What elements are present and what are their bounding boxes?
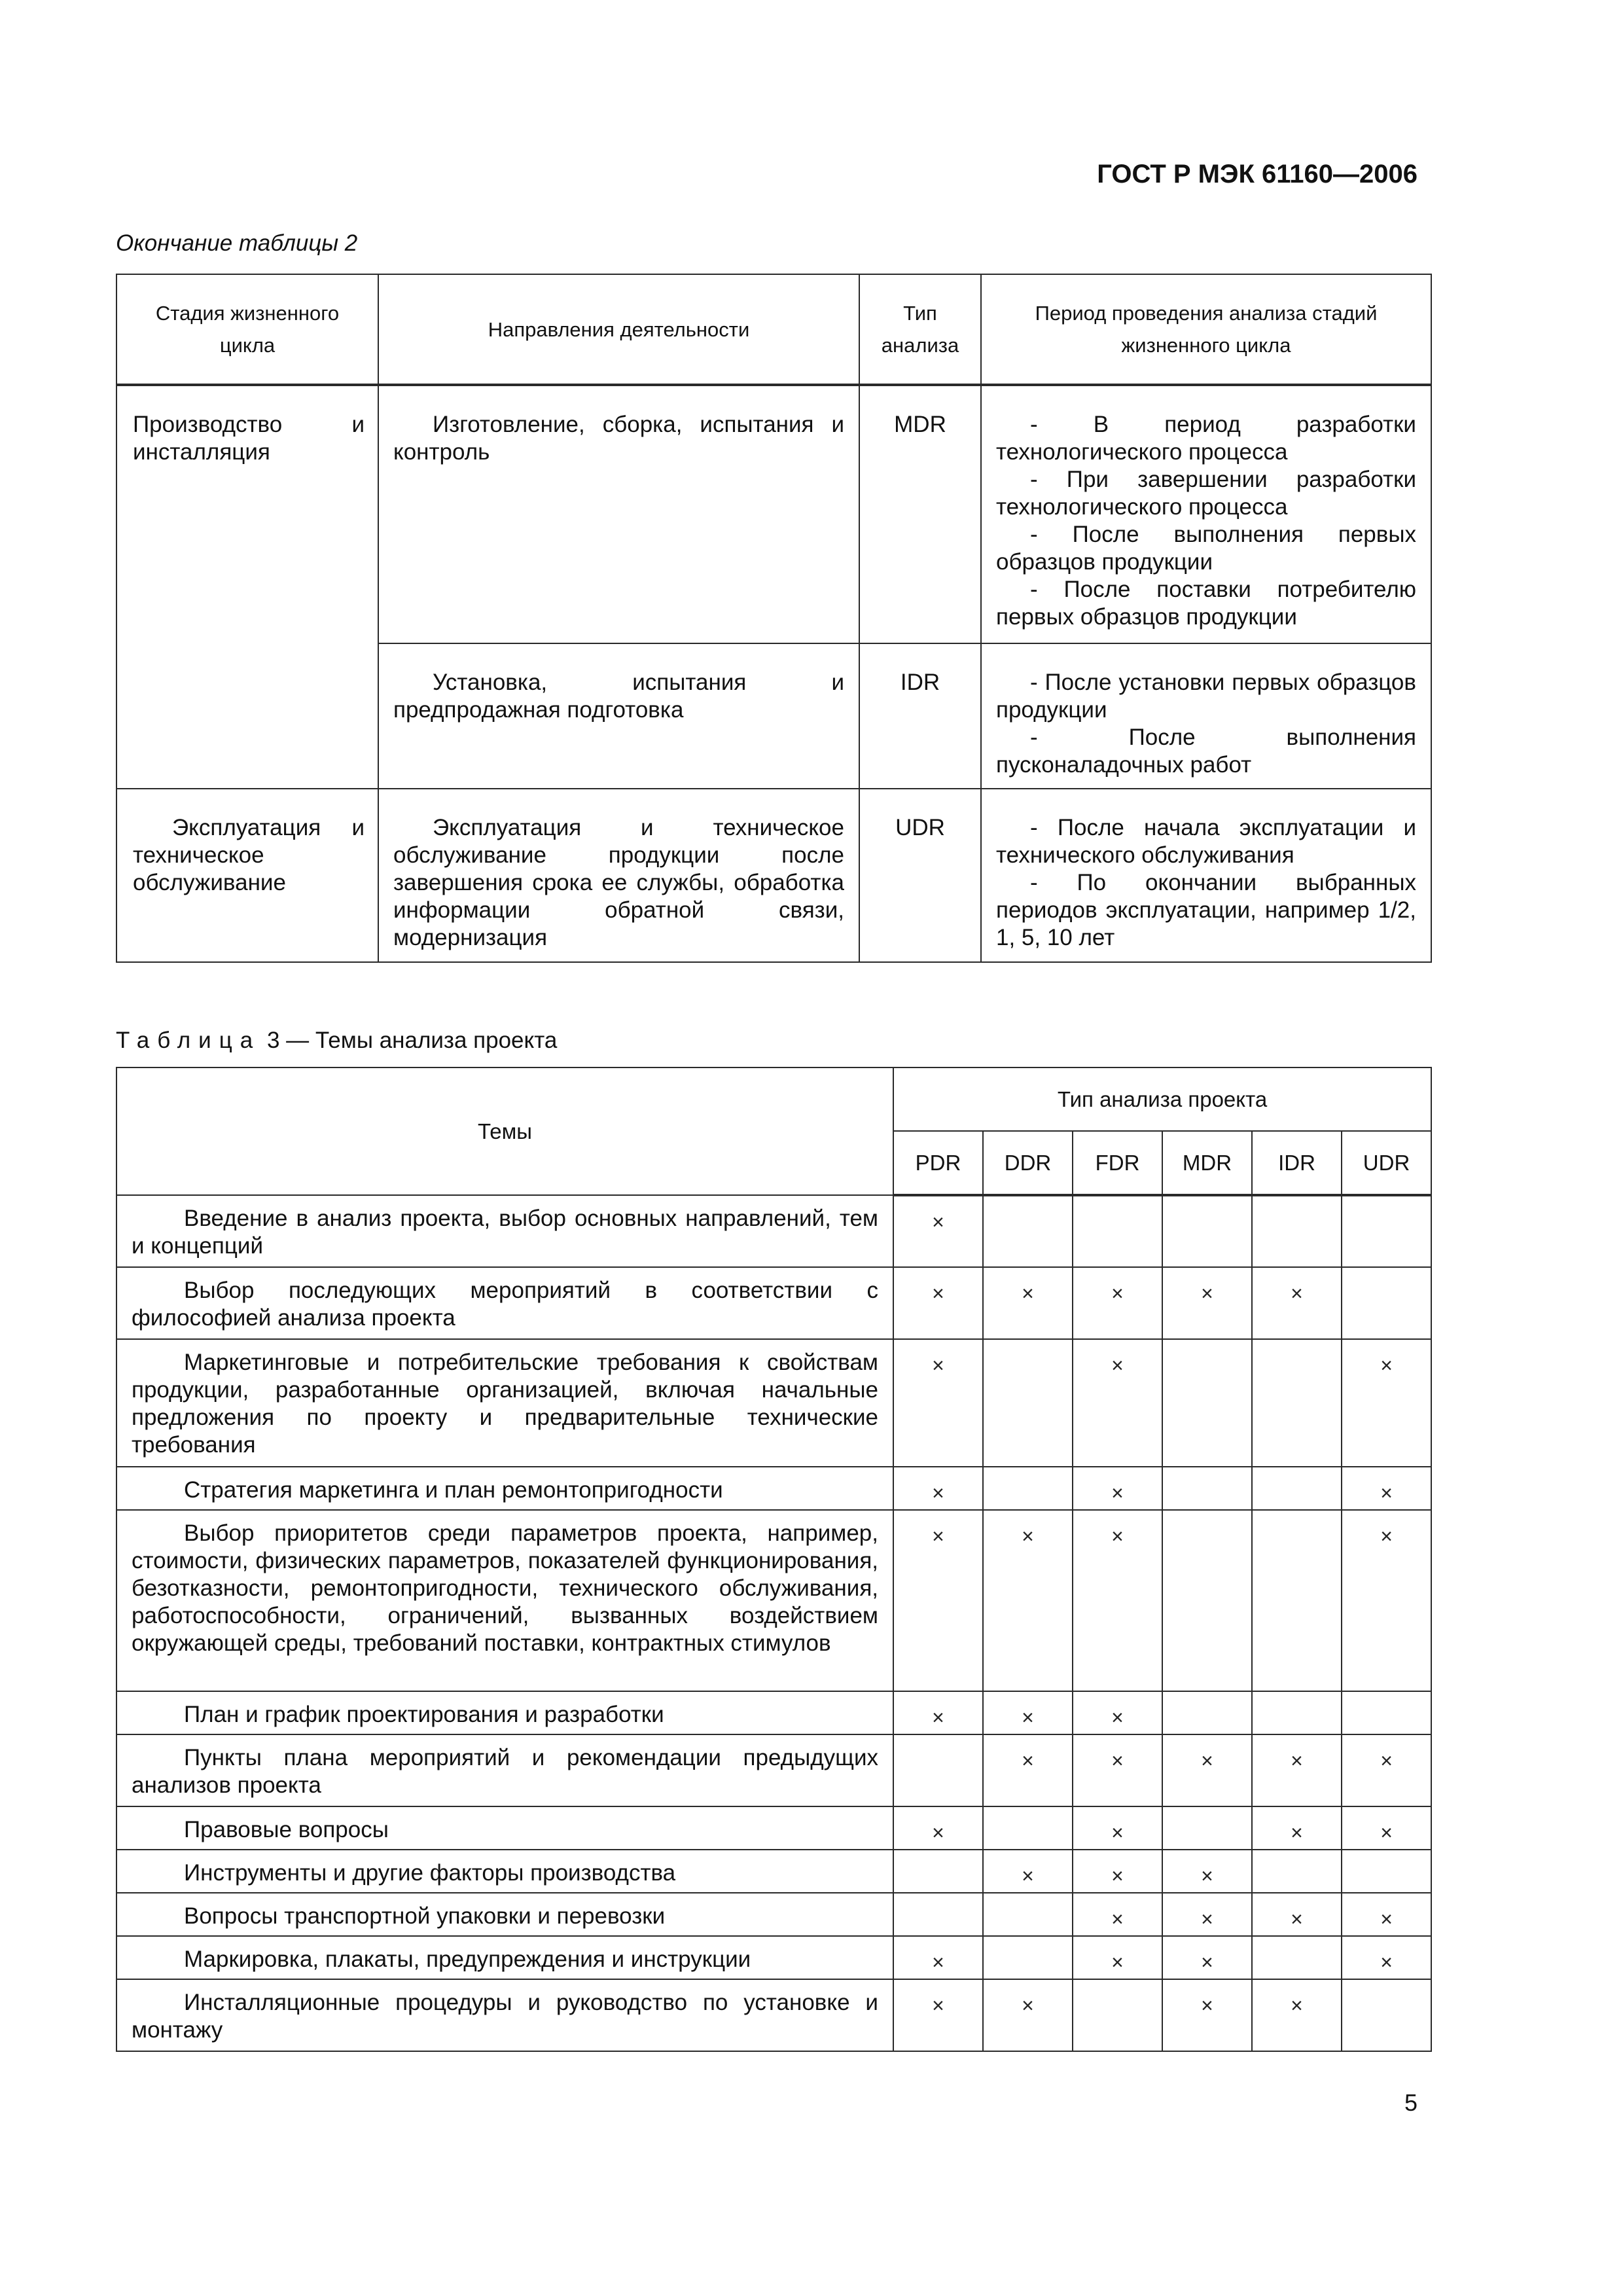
period-item: - После установки первых образцов продукции	[996, 670, 1416, 723]
review-type-cell: IDR	[859, 643, 981, 789]
mark-cell-ddr	[983, 1467, 1073, 1510]
mark-cell-udr	[1342, 1691, 1431, 1734]
mark-cell-udr	[1342, 1195, 1431, 1267]
mark-cell-pdr: ×	[893, 1806, 983, 1850]
table2-header-period: Период проведения анализа стадий жизненного цикла	[981, 274, 1431, 385]
mark-cell-udr: ×	[1342, 1467, 1431, 1510]
mark-cell-idr	[1252, 1339, 1342, 1467]
mark-cell-pdr	[893, 1850, 983, 1893]
mark-cell-idr	[1252, 1467, 1342, 1510]
period-cell	[981, 385, 1431, 643]
mark-cell-ddr: ×	[983, 1691, 1073, 1734]
table-row	[116, 1339, 1431, 1467]
table-row	[116, 1979, 1431, 2051]
mark-cell-ddr: ×	[983, 1850, 1073, 1893]
table-row	[116, 1734, 1431, 1806]
mark-cell-ddr: ×	[983, 1734, 1073, 1806]
mark-cell-mdr	[1162, 1691, 1252, 1734]
mark-cell-fdr: ×	[1073, 1936, 1162, 1979]
mark-cell-idr: ×	[1252, 1893, 1342, 1936]
period-item: - В период разработки технологического процесса	[996, 412, 1416, 465]
mark-cell-fdr: ×	[1073, 1893, 1162, 1936]
table2-header-row	[116, 274, 1431, 385]
mark-cell-idr	[1252, 1850, 1342, 1893]
period-item: - После поставки потребителю первых образцов продукции	[996, 577, 1416, 630]
table3-header-topics: Темы	[116, 1067, 893, 1195]
mark-cell-ddr: ×	[983, 1510, 1073, 1691]
mark-cell-idr	[1252, 1510, 1342, 1691]
mark-cell-fdr: ×	[1073, 1691, 1162, 1734]
mark-cell-idr	[1252, 1195, 1342, 1267]
table-row	[116, 1267, 1431, 1339]
mark-cell-udr: ×	[1342, 1936, 1431, 1979]
type-header-ddr: DDR	[983, 1131, 1073, 1195]
mark-cell-pdr	[893, 1734, 983, 1806]
mark-cell-mdr: ×	[1162, 1267, 1252, 1339]
type-header-udr: UDR	[1342, 1131, 1431, 1195]
document-code: ГОСТ Р МЭК 61160—2006	[1097, 160, 1418, 188]
mark-cell-fdr: ×	[1073, 1267, 1162, 1339]
topic-cell: Инструменты и другие факторы производства	[116, 1850, 893, 1893]
mark-cell-pdr: ×	[893, 1339, 983, 1467]
mark-cell-fdr: ×	[1073, 1510, 1162, 1691]
mark-cell-ddr: ×	[983, 1979, 1073, 2051]
mark-cell-fdr	[1073, 1195, 1162, 1267]
table-row	[116, 1691, 1431, 1734]
activity-cell: Установка, испытания и предпродажная подготовка	[378, 643, 859, 789]
table-row	[116, 1510, 1431, 1691]
table-3	[116, 1067, 1432, 2052]
mark-cell-pdr: ×	[893, 1510, 983, 1691]
mark-cell-ddr	[983, 1195, 1073, 1267]
mark-cell-mdr: ×	[1162, 1936, 1252, 1979]
topic-cell: Правовые вопросы	[116, 1806, 893, 1850]
table2-header-activity: Направления деятельности	[378, 274, 859, 385]
type-header-mdr: MDR	[1162, 1131, 1252, 1195]
topic-cell: Выбор приоритетов среди параметров проекта, например, стоимости, физических параметров, показателей функционирования, безотказности, ремонтопригодности, технического обслуживания, работоспособности, ограничений, вызванных воздействием окружающей среды, требований поставки, контрактных стимулов	[116, 1510, 893, 1691]
mark-cell-idr	[1252, 1936, 1342, 1979]
topic-cell: Пункты плана мероприятий и рекомендации предыдущих анализов проекта	[116, 1734, 893, 1806]
topic-cell: План и график проектирования и разработки	[116, 1691, 893, 1734]
topic-cell: Маркетинговые и потребительские требования к свойствам продукции, разработанные организацией, включая начальные предложения по проекту и предварительные технические требования	[116, 1339, 893, 1467]
table3-header-review-types: Тип анализа проекта	[893, 1067, 1431, 1131]
topic-cell: Выбор последующих мероприятий в соответствии с философией анализа проекта	[116, 1267, 893, 1339]
table3-caption	[116, 1028, 557, 1054]
mark-cell-udr: ×	[1342, 1893, 1431, 1936]
mark-cell-idr: ×	[1252, 1267, 1342, 1339]
mark-cell-pdr: ×	[893, 1195, 983, 1267]
period-cell	[981, 789, 1431, 962]
mark-cell-fdr: ×	[1073, 1734, 1162, 1806]
table2-continuation-caption: Окончание таблицы 2	[116, 230, 358, 256]
mark-cell-ddr	[983, 1936, 1073, 1979]
mark-cell-mdr: ×	[1162, 1850, 1252, 1893]
topic-cell: Вопросы транспортной упаковки и перевозки	[116, 1893, 893, 1936]
mark-cell-udr: ×	[1342, 1734, 1431, 1806]
type-header-idr: IDR	[1252, 1131, 1342, 1195]
table-row	[116, 789, 1431, 962]
stage-cell: Производство и инсталляция	[116, 385, 378, 789]
period-item: - По окончании выбранных периодов эксплуатации, например 1/2, 1, 5, 10 лет	[996, 870, 1416, 950]
mark-cell-mdr	[1162, 1467, 1252, 1510]
table-row	[116, 385, 1431, 643]
review-type-cell: MDR	[859, 385, 981, 643]
topic-cell: Инсталляционные процедуры и руководство по установке и монтажу	[116, 1979, 893, 2051]
mark-cell-udr: ×	[1342, 1339, 1431, 1467]
mark-cell-idr: ×	[1252, 1806, 1342, 1850]
mark-cell-fdr: ×	[1073, 1339, 1162, 1467]
mark-cell-ddr	[983, 1806, 1073, 1850]
mark-cell-mdr: ×	[1162, 1979, 1252, 2051]
type-header-pdr: PDR	[893, 1131, 983, 1195]
mark-cell-mdr: ×	[1162, 1893, 1252, 1936]
mark-cell-pdr: ×	[893, 1691, 983, 1734]
mark-cell-idr: ×	[1252, 1734, 1342, 1806]
mark-cell-fdr: ×	[1073, 1806, 1162, 1850]
stage-cell: Эксплуатация и техническое обслуживание	[116, 789, 378, 962]
mark-cell-udr	[1342, 1850, 1431, 1893]
period-cell	[981, 643, 1431, 789]
table-row	[116, 1806, 1431, 1850]
mark-cell-idr	[1252, 1691, 1342, 1734]
type-header-fdr: FDR	[1073, 1131, 1162, 1195]
mark-cell-pdr: ×	[893, 1267, 983, 1339]
table2-header-stage: Стадия жизненного цикла	[116, 274, 378, 385]
topic-cell: Маркировка, плакаты, предупреждения и инструкции	[116, 1936, 893, 1979]
period-item: - После выполнения первых образцов продукции	[996, 522, 1416, 575]
period-item: - После начала эксплуатации и технического обслуживания	[996, 815, 1416, 868]
topic-cell: Стратегия маркетинга и план ремонтопригодности	[116, 1467, 893, 1510]
mark-cell-ddr	[983, 1893, 1073, 1936]
table3-header-row	[116, 1067, 1431, 1131]
mark-cell-udr	[1342, 1267, 1431, 1339]
table2-header-type: Тип анализа	[859, 274, 981, 385]
period-item: - После выполнения пусконаладочных работ	[996, 725, 1416, 778]
mark-cell-ddr	[983, 1339, 1073, 1467]
mark-cell-udr: ×	[1342, 1510, 1431, 1691]
mark-cell-fdr	[1073, 1979, 1162, 2051]
activity-cell: Изготовление, сборка, испытания и контроль	[378, 385, 859, 643]
table-row	[116, 1467, 1431, 1510]
mark-cell-pdr	[893, 1893, 983, 1936]
period-item: - При завершении разработки технологического процесса	[996, 467, 1416, 520]
mark-cell-mdr: ×	[1162, 1734, 1252, 1806]
table-row	[116, 1195, 1431, 1267]
mark-cell-fdr: ×	[1073, 1850, 1162, 1893]
mark-cell-ddr: ×	[983, 1267, 1073, 1339]
table-row	[116, 1850, 1431, 1893]
activity-cell: Эксплуатация и техническое обслуживание продукции после завершения срока ее службы, обработка информации обратной связи, модернизация	[378, 789, 859, 962]
mark-cell-fdr: ×	[1073, 1467, 1162, 1510]
table3-caption-title: 3 — Темы анализа проекта	[266, 1028, 558, 1053]
table3-body	[116, 1195, 1431, 2051]
mark-cell-udr: ×	[1342, 1806, 1431, 1850]
mark-cell-mdr	[1162, 1195, 1252, 1267]
mark-cell-pdr: ×	[893, 1979, 983, 2051]
mark-cell-idr: ×	[1252, 1979, 1342, 2051]
mark-cell-mdr	[1162, 1339, 1252, 1467]
mark-cell-udr	[1342, 1979, 1431, 2051]
table3-caption-label: Таблица	[116, 1028, 261, 1053]
mark-cell-pdr: ×	[893, 1467, 983, 1510]
mark-cell-mdr	[1162, 1510, 1252, 1691]
table-row	[116, 1893, 1431, 1936]
table-2	[116, 274, 1432, 963]
mark-cell-pdr: ×	[893, 1936, 983, 1979]
review-type-cell: UDR	[859, 789, 981, 962]
mark-cell-mdr	[1162, 1806, 1252, 1850]
topic-cell: Введение в анализ проекта, выбор основных направлений, тем и концепций	[116, 1195, 893, 1267]
page-number: 5	[1404, 2089, 1418, 2116]
table-row	[116, 1936, 1431, 1979]
